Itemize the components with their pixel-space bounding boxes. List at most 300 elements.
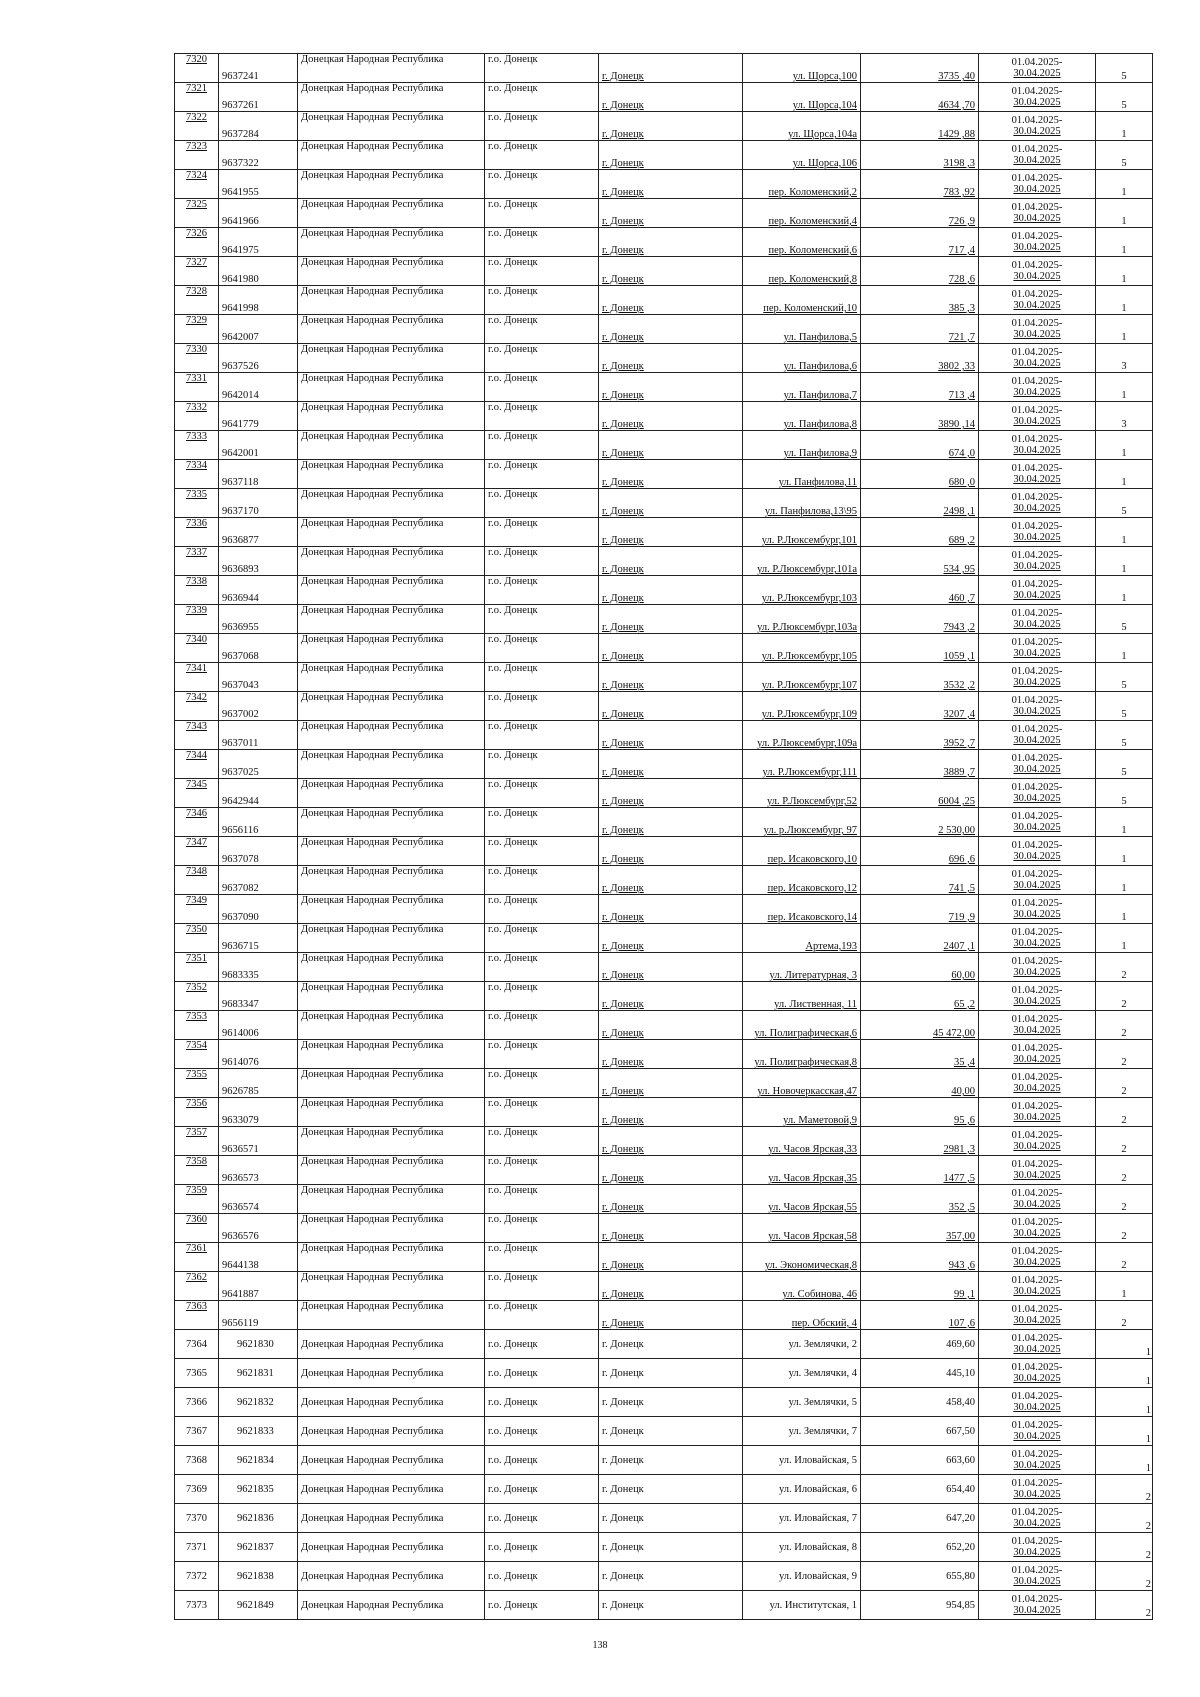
- count-text: 1: [1121, 854, 1127, 865]
- count-text: 5: [1121, 796, 1127, 807]
- cadastral-id: [219, 547, 298, 576]
- address-text: ул. Щорса,104: [792, 100, 857, 111]
- area: [861, 1069, 979, 1098]
- city-text: г. Донецк: [602, 1541, 644, 1553]
- area: [861, 605, 979, 634]
- table-row: [175, 199, 1153, 228]
- row-number-text: 7349: [186, 895, 207, 906]
- period-start: 01.04.2025-: [1011, 1449, 1063, 1460]
- republic-text: Донецкая Народная Республика: [301, 1011, 444, 1022]
- address-text: ул. Землячки, 4: [788, 1367, 857, 1379]
- city: [599, 750, 743, 779]
- count-text: 3: [1121, 361, 1127, 372]
- municipal-district-text: г.о. Донецк: [488, 1040, 538, 1051]
- table-row: [175, 1446, 1153, 1475]
- municipal-district-text: г.о. Донецк: [488, 1541, 538, 1553]
- municipal-district: [485, 953, 599, 982]
- city-text: г. Донецк: [602, 738, 644, 749]
- address-text: ул. Землячки, 7: [788, 1425, 857, 1437]
- period-start: 01.04.2025-: [1011, 521, 1063, 532]
- cadastral-id-text: 9621831: [237, 1367, 274, 1379]
- municipal-district-text: г.о. Донецк: [488, 721, 538, 732]
- period: [979, 54, 1096, 83]
- republic-text: Донецкая Народная Республика: [301, 779, 444, 790]
- republic-text: Донецкая Народная Республика: [301, 576, 444, 587]
- cadastral-id: [219, 1446, 298, 1475]
- table-row: [175, 1272, 1153, 1301]
- city-text: г. Донецк: [602, 651, 644, 662]
- row-number: [175, 460, 219, 489]
- count-text: 2: [1121, 1144, 1127, 1155]
- area: [861, 112, 979, 141]
- republic: [298, 1243, 485, 1272]
- city: [599, 1069, 743, 1098]
- count: [1096, 1011, 1153, 1040]
- address-text: ул. Часов Ярская,55: [768, 1202, 857, 1213]
- row-number: [175, 170, 219, 199]
- cadastral-id-text: 9656116: [222, 825, 259, 836]
- row-number: [175, 141, 219, 170]
- period-end: 30.04.2025: [1013, 1315, 1061, 1326]
- city: [599, 576, 743, 605]
- period-end: 30.04.2025: [1013, 1489, 1061, 1500]
- period-start: 01.04.2025-: [1011, 840, 1063, 851]
- row-number-text: 7368: [186, 1454, 207, 1466]
- period-start: 01.04.2025-: [1011, 1130, 1063, 1141]
- count: [1096, 576, 1153, 605]
- address: [743, 1243, 861, 1272]
- count-text: 1: [1145, 1405, 1151, 1416]
- cadastral-id-text: 9621830: [237, 1338, 274, 1350]
- city: [599, 460, 743, 489]
- address: [743, 344, 861, 373]
- city-text: г. Донецк: [602, 129, 644, 140]
- city-text: г. Донецк: [602, 709, 644, 720]
- row-number: [175, 779, 219, 808]
- row-number: [175, 402, 219, 431]
- area-text: 943 ,6: [948, 1260, 975, 1271]
- area: [861, 663, 979, 692]
- city-text: г. Донецк: [602, 1338, 644, 1350]
- row-number-text: 7371: [186, 1541, 207, 1553]
- row-number: [175, 982, 219, 1011]
- count: [1096, 605, 1153, 634]
- area-text: 689 ,2: [948, 535, 975, 546]
- count: [1096, 489, 1153, 518]
- city: [599, 1591, 743, 1620]
- municipal-district-text: г.о. Донецк: [488, 1425, 538, 1437]
- period: [979, 1388, 1096, 1417]
- city: [599, 634, 743, 663]
- republic: [298, 373, 485, 402]
- republic-text: Донецкая Народная Республика: [301, 953, 444, 964]
- period-start: 01.04.2025-: [1011, 811, 1063, 822]
- municipal-district-text: г.о. Донецк: [488, 576, 538, 587]
- row-number: [175, 1272, 219, 1301]
- area-text: 460 ,7: [948, 593, 975, 604]
- count-text: 1: [1121, 216, 1127, 227]
- municipal-district: [485, 402, 599, 431]
- cadastral-id: [219, 1098, 298, 1127]
- period-end: 30.04.2025: [1013, 387, 1061, 398]
- count: [1096, 1359, 1153, 1388]
- row-number-text: 7354: [186, 1040, 207, 1051]
- cadastral-id-text: 9621833: [237, 1425, 274, 1437]
- municipal-district-text: г.о. Донецк: [488, 779, 538, 790]
- city: [599, 1475, 743, 1504]
- address-text: ул. Землячки, 2: [788, 1338, 857, 1350]
- cadastral-id-text: 9636955: [222, 622, 259, 633]
- republic-text: Донецкая Народная Республика: [301, 257, 444, 268]
- row-number: [175, 1214, 219, 1243]
- period: [979, 402, 1096, 431]
- row-number-text: 7360: [186, 1214, 207, 1225]
- period: [979, 431, 1096, 460]
- count: [1096, 924, 1153, 953]
- count-text: 1: [1121, 564, 1127, 575]
- table-row: [175, 1330, 1153, 1359]
- republic: [298, 808, 485, 837]
- row-number: [175, 1562, 219, 1591]
- count-text: 5: [1121, 71, 1127, 82]
- row-number: [175, 663, 219, 692]
- city: [599, 83, 743, 112]
- row-number: [175, 1185, 219, 1214]
- republic: [298, 170, 485, 199]
- republic: [298, 286, 485, 315]
- republic-text: Донецкая Народная Республика: [301, 489, 444, 500]
- municipal-district: [485, 1475, 599, 1504]
- count-text: 1: [1145, 1463, 1151, 1474]
- row-number-text: 7320: [186, 54, 207, 65]
- municipal-district-text: г.о. Донецк: [488, 1011, 538, 1022]
- city-text: г. Донецк: [602, 1086, 644, 1097]
- cadastral-id: [219, 924, 298, 953]
- count-text: 1: [1121, 651, 1127, 662]
- address: [743, 721, 861, 750]
- cadastral-id: [219, 692, 298, 721]
- cadastral-id-text: 9642014: [222, 390, 259, 401]
- table-row: [175, 315, 1153, 344]
- municipal-district: [485, 228, 599, 257]
- address-text: ул. Панфилова,9: [783, 448, 857, 459]
- cadastral-id: [219, 170, 298, 199]
- area-text: 40,00: [951, 1086, 975, 1097]
- row-number-text: 7323: [186, 141, 207, 152]
- republic-text: Донецкая Народная Республика: [301, 1367, 444, 1379]
- cadastral-id-text: 9656119: [222, 1318, 259, 1329]
- area: [861, 518, 979, 547]
- cadastral-id: [219, 315, 298, 344]
- cadastral-id-text: 9637170: [222, 506, 259, 517]
- municipal-district: [485, 895, 599, 924]
- cadastral-id: [219, 1591, 298, 1620]
- period-start: 01.04.2025-: [1011, 1275, 1063, 1286]
- table-row: [175, 228, 1153, 257]
- table-row: [175, 1214, 1153, 1243]
- cadastral-id-text: 9642001: [222, 448, 259, 459]
- period: [979, 576, 1096, 605]
- address-text: Артема,193: [805, 941, 857, 952]
- republic: [298, 1156, 485, 1185]
- city-text: г. Донецк: [602, 506, 644, 517]
- area-text: 1059 ,1: [943, 651, 975, 662]
- cadastral-id: [219, 1533, 298, 1562]
- count-text: 1: [1121, 187, 1127, 198]
- count: [1096, 1446, 1153, 1475]
- municipal-district-text: г.о. Донецк: [488, 141, 538, 152]
- table-row: [175, 1156, 1153, 1185]
- area: [861, 779, 979, 808]
- municipal-district-text: г.о. Донецк: [488, 692, 538, 703]
- address-text: пер. Коломенский,4: [768, 216, 857, 227]
- table-row: [175, 83, 1153, 112]
- city-text: г. Донецк: [602, 767, 644, 778]
- address: [743, 1156, 861, 1185]
- area-text: 3952 ,7: [943, 738, 975, 749]
- address-text: ул. Часов Ярская,33: [768, 1144, 857, 1155]
- municipal-district-text: г.о. Донецк: [488, 837, 538, 848]
- row-number-text: 7337: [186, 547, 207, 558]
- row-number-text: 7361: [186, 1243, 207, 1254]
- period-end: 30.04.2025: [1013, 329, 1061, 340]
- row-number-text: 7369: [186, 1483, 207, 1495]
- row-number-text: 7324: [186, 170, 207, 181]
- period-start: 01.04.2025-: [1011, 1188, 1063, 1199]
- row-number: [175, 489, 219, 518]
- count: [1096, 837, 1153, 866]
- count-text: 2: [1145, 1550, 1151, 1561]
- address-text: ул. Р.Люксембург,52: [766, 796, 857, 807]
- row-number-text: 7348: [186, 866, 207, 877]
- city-text: г. Донецк: [602, 1202, 644, 1213]
- republic: [298, 199, 485, 228]
- period: [979, 199, 1096, 228]
- city: [599, 895, 743, 924]
- registry-body: [175, 54, 1153, 1620]
- period-start: 01.04.2025-: [1011, 1246, 1063, 1257]
- period: [979, 1417, 1096, 1446]
- cadastral-id-text: 9621849: [237, 1599, 274, 1611]
- area-text: 783 ,92: [943, 187, 975, 198]
- city: [599, 1359, 743, 1388]
- area-text: 107 ,6: [948, 1318, 975, 1329]
- city-text: г. Донецк: [602, 1289, 644, 1300]
- period-end: 30.04.2025: [1013, 1518, 1061, 1529]
- republic-text: Донецкая Народная Республика: [301, 1156, 444, 1167]
- row-number-text: 7367: [186, 1425, 207, 1437]
- period-start: 01.04.2025-: [1011, 1507, 1063, 1518]
- count: [1096, 315, 1153, 344]
- city: [599, 1243, 743, 1272]
- count: [1096, 199, 1153, 228]
- republic: [298, 576, 485, 605]
- cadastral-id-text: 9641980: [222, 274, 259, 285]
- republic: [298, 489, 485, 518]
- period-start: 01.04.2025-: [1011, 86, 1063, 97]
- city-text: г. Донецк: [602, 1570, 644, 1582]
- row-number: [175, 692, 219, 721]
- municipal-district: [485, 257, 599, 286]
- count: [1096, 518, 1153, 547]
- municipal-district: [485, 837, 599, 866]
- row-number-text: 7353: [186, 1011, 207, 1022]
- municipal-district-text: г.о. Донецк: [488, 1243, 538, 1254]
- row-number-text: 7343: [186, 721, 207, 732]
- address: [743, 1475, 861, 1504]
- republic: [298, 141, 485, 170]
- count-text: 1: [1121, 332, 1127, 343]
- municipal-district-text: г.о. Донецк: [488, 924, 538, 935]
- city-text: г. Донецк: [602, 1396, 644, 1408]
- table-row: [175, 1475, 1153, 1504]
- period-end: 30.04.2025: [1013, 1141, 1061, 1152]
- city: [599, 1011, 743, 1040]
- municipal-district-text: г.о. Донецк: [488, 402, 538, 413]
- municipal-district-text: г.о. Донецк: [488, 663, 538, 674]
- address-text: ул. Иловайская, 9: [778, 1570, 857, 1582]
- city-text: г. Донецк: [602, 1144, 644, 1155]
- period-start: 01.04.2025-: [1011, 898, 1063, 909]
- table-row: [175, 1504, 1153, 1533]
- municipal-district-text: г.о. Донецк: [488, 1185, 538, 1196]
- address: [743, 1388, 861, 1417]
- row-number-text: 7373: [186, 1599, 207, 1611]
- address: [743, 315, 861, 344]
- period-end: 30.04.2025: [1013, 706, 1061, 717]
- area: [861, 837, 979, 866]
- address: [743, 576, 861, 605]
- row-number-text: 7334: [186, 460, 207, 471]
- period-start: 01.04.2025-: [1011, 666, 1063, 677]
- period-end: 30.04.2025: [1013, 503, 1061, 514]
- period: [979, 1359, 1096, 1388]
- period-start: 01.04.2025-: [1011, 1304, 1063, 1315]
- table-row: [175, 634, 1153, 663]
- area-text: 3889 ,7: [943, 767, 975, 778]
- city: [599, 924, 743, 953]
- republic-text: Донецкая Народная Республика: [301, 1127, 444, 1138]
- address-text: ул. Иловайская, 5: [778, 1454, 857, 1466]
- republic-text: Донецкая Народная Республика: [301, 1541, 444, 1553]
- area: [861, 1475, 979, 1504]
- period-end: 30.04.2025: [1013, 1257, 1061, 1268]
- row-number-text: 7325: [186, 199, 207, 210]
- republic-text: Донецкая Народная Республика: [301, 1301, 444, 1312]
- count: [1096, 1069, 1153, 1098]
- row-number: [175, 837, 219, 866]
- municipal-district-text: г.о. Донецк: [488, 866, 538, 877]
- count-text: 1: [1145, 1376, 1151, 1387]
- city-text: г. Донецк: [602, 1260, 644, 1271]
- cadastral-id: [219, 1330, 298, 1359]
- count-text: 5: [1121, 622, 1127, 633]
- address-text: ул. Институтская, 1: [769, 1599, 857, 1611]
- municipal-district-text: г.о. Донецк: [488, 344, 538, 355]
- period: [979, 141, 1096, 170]
- period: [979, 1475, 1096, 1504]
- cadastral-id: [219, 634, 298, 663]
- period: [979, 1272, 1096, 1301]
- municipal-district-text: г.о. Донецк: [488, 1338, 538, 1350]
- city-text: г. Донецк: [602, 303, 644, 314]
- count-text: 2: [1121, 1028, 1127, 1039]
- republic-text: Донецкая Народная Республика: [301, 750, 444, 761]
- row-number: [175, 1359, 219, 1388]
- city-text: г. Донецк: [602, 332, 644, 343]
- city: [599, 1446, 743, 1475]
- area-text: 647,20: [946, 1512, 975, 1524]
- address: [743, 547, 861, 576]
- address-text: ул. Щорса,104а: [788, 129, 857, 140]
- area: [861, 1591, 979, 1620]
- republic: [298, 895, 485, 924]
- municipal-district: [485, 170, 599, 199]
- address: [743, 808, 861, 837]
- area-text: 2 530,00: [938, 825, 975, 836]
- republic: [298, 779, 485, 808]
- republic: [298, 1301, 485, 1330]
- count-text: 2: [1121, 970, 1127, 981]
- table-row: [175, 402, 1153, 431]
- table-row: [175, 895, 1153, 924]
- period-start: 01.04.2025-: [1011, 927, 1063, 938]
- municipal-district: [485, 1040, 599, 1069]
- count: [1096, 721, 1153, 750]
- city: [599, 518, 743, 547]
- municipal-district: [485, 1533, 599, 1562]
- municipal-district: [485, 1098, 599, 1127]
- area-text: 60,00: [951, 970, 975, 981]
- count-text: 2: [1145, 1492, 1151, 1503]
- period: [979, 1243, 1096, 1272]
- period-end: 30.04.2025: [1013, 793, 1061, 804]
- address: [743, 228, 861, 257]
- row-number-text: 7345: [186, 779, 207, 790]
- republic-text: Донецкая Народная Республика: [301, 663, 444, 674]
- row-number-text: 7344: [186, 750, 207, 761]
- area-text: 65 ,2: [954, 999, 975, 1010]
- count-text: 1: [1121, 593, 1127, 604]
- period-start: 01.04.2025-: [1011, 231, 1063, 242]
- area: [861, 1330, 979, 1359]
- municipal-district-text: г.о. Донецк: [488, 315, 538, 326]
- period-start: 01.04.2025-: [1011, 1217, 1063, 1228]
- row-number-text: 7363: [186, 1301, 207, 1312]
- cadastral-id: [219, 1562, 298, 1591]
- row-number: [175, 1475, 219, 1504]
- count: [1096, 1243, 1153, 1272]
- row-number: [175, 1533, 219, 1562]
- republic: [298, 1591, 485, 1620]
- municipal-district-text: г.о. Донецк: [488, 1512, 538, 1524]
- table-row: [175, 1301, 1153, 1330]
- republic-text: Донецкая Народная Республика: [301, 170, 444, 181]
- municipal-district: [485, 460, 599, 489]
- city-text: г. Донецк: [602, 1425, 644, 1437]
- republic-text: Донецкая Народная Республика: [301, 692, 444, 703]
- municipal-district-text: г.о. Донецк: [488, 1396, 538, 1408]
- period-end: 30.04.2025: [1013, 126, 1061, 137]
- period-end: 30.04.2025: [1013, 1402, 1061, 1413]
- municipal-district: [485, 1301, 599, 1330]
- area: [861, 547, 979, 576]
- municipal-district-text: г.о. Донецк: [488, 1098, 538, 1109]
- period: [979, 547, 1096, 576]
- area-text: 3802 ,33: [938, 361, 975, 372]
- period-end: 30.04.2025: [1013, 68, 1061, 79]
- row-number-text: 7342: [186, 692, 207, 703]
